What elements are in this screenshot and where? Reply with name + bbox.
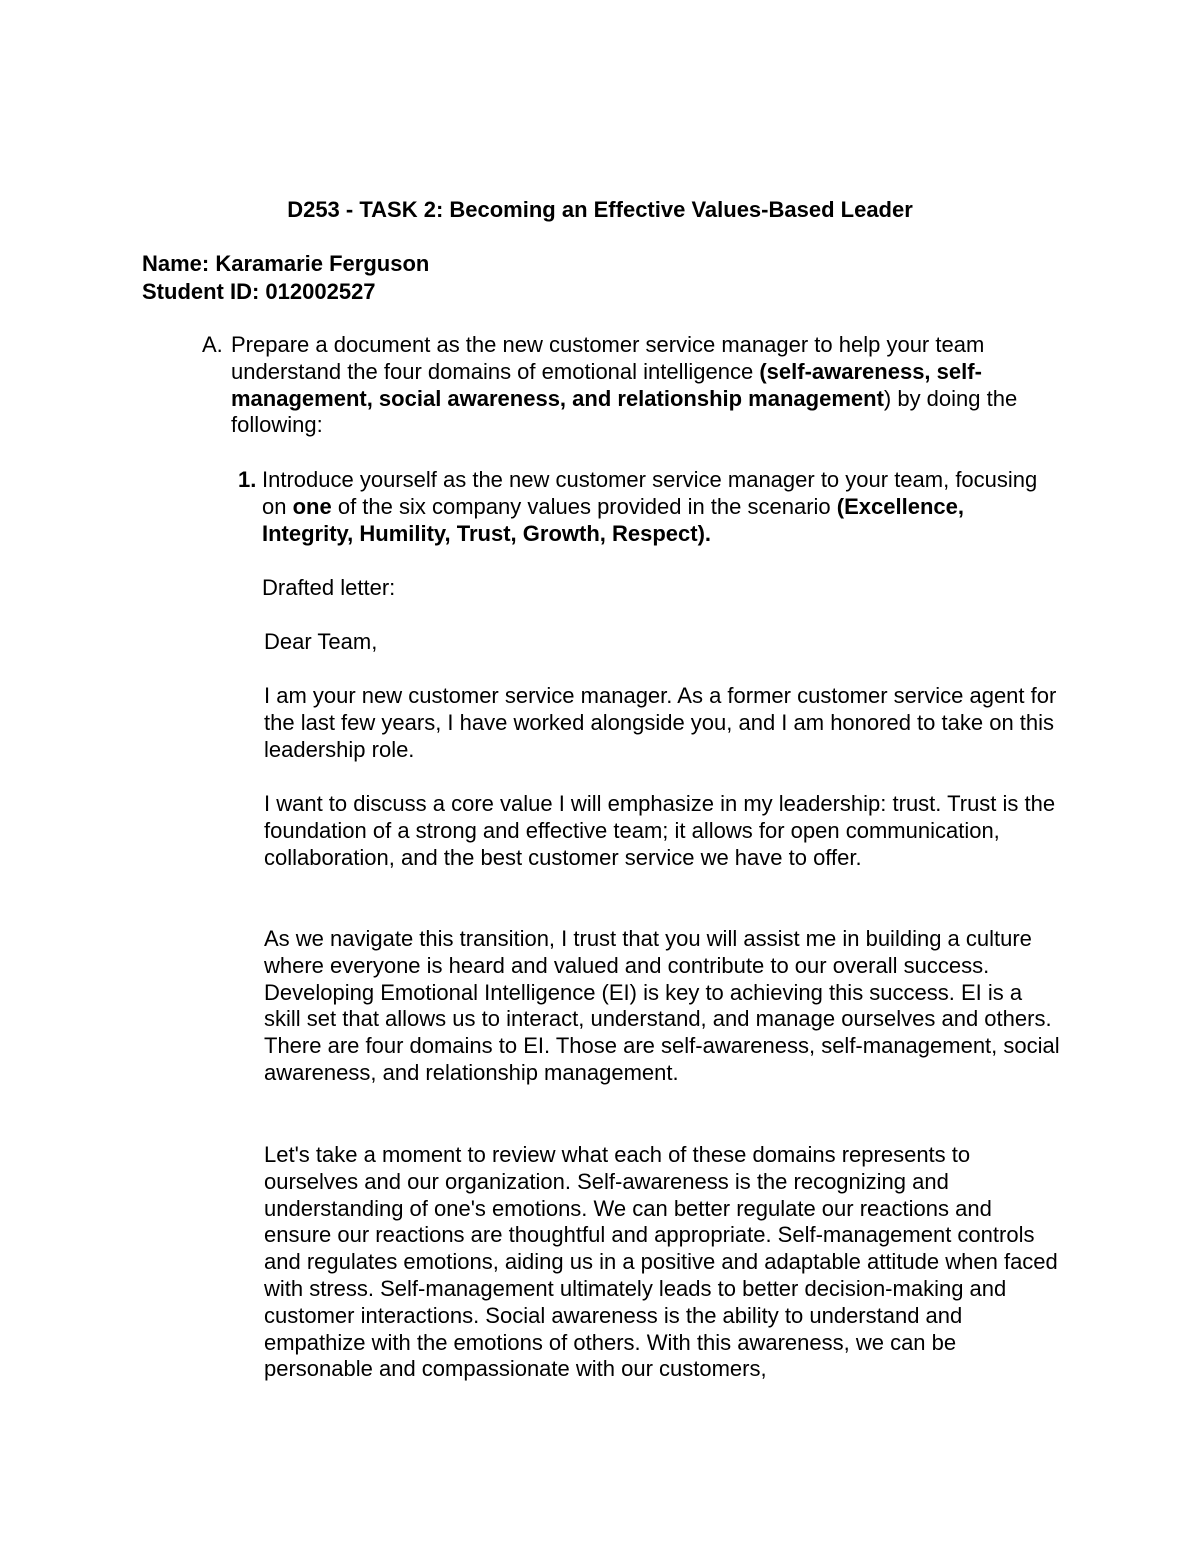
- letter-salutation: Dear Team,: [264, 629, 378, 654]
- document-title: D253 - TASK 2: Becoming an Effective Values-Based Leader: [287, 197, 913, 222]
- section-a-text: [231, 332, 1051, 439]
- section-a-marker: A.: [202, 332, 223, 357]
- student-name: Name: Karamarie Ferguson: [142, 251, 430, 276]
- item-1: [238, 467, 1058, 547]
- letter-paragraph-3: As we navigate this transition, I trust that you will assist me in building a culture where everyone is heard and valued and contribute to our overall success. Developing Emotional Intelligence (EI) is key to achieving this success. EI is a skill set that allows us to interact, understand, and manage ourselves and others. There are four domains to EI. Those are self-awareness, self-management, social awareness, and relationship management.: [264, 926, 1060, 1085]
- section-a: [202, 332, 1082, 439]
- item-1-text-part1: Introduce yourself as the new customer service manager to your team, focusing on: [262, 467, 1038, 519]
- student-id: Student ID: 012002527: [142, 279, 376, 304]
- item-1-marker: 1.: [238, 467, 257, 492]
- section-a-text-part1: Prepare a document as the new customer service manager to help your team understand the four domains of emotional intelligence: [231, 332, 985, 384]
- letter-paragraph-2: I want to discuss a core value I will emphasize in my leadership: trust. Trust is the foundation of a strong and effective team; it allows for open communication, collaboration, and the best customer service we have to offer.: [264, 791, 1056, 870]
- item-1-one-bold: one: [292, 493, 332, 519]
- section-a-text-part2: ) by doing the following:: [231, 385, 1018, 438]
- item-1-text: [262, 467, 1052, 547]
- letter-paragraph-1: I am your new customer service manager. As a former customer service agent for the last few years, I have worked alongside you, and I am honored to take on this leadership role.: [264, 683, 1057, 762]
- item-1-values-bold: (Excellence, Integrity, Humility, Trust, Growth, Respect).: [262, 493, 964, 546]
- letter-paragraph-4: Let's take a moment to review what each of these domains represents to ourselves and our organization. Self-awareness is the recognizing and understanding of one's emotions. We can better regulate our reactions and ensure our reactions are thoughtful and appropriate. Self-management controls and regulates emotions, aiding us in a positive and adaptable attitude when faced with stress. Self-management ultimately leads to better decision-making and customer interactions. Social awareness is the ability to understand and empathize with the emotions of others. With this awareness, we can be personable and compassionate with our customers,: [264, 1142, 1058, 1382]
- drafted-letter-label: Drafted letter:: [262, 575, 396, 600]
- item-1-text-part2: of the six company values provided in the scenario: [331, 493, 837, 519]
- section-a-domains-bold: (self-awareness, self-management, social awareness, and relationship management: [231, 358, 982, 411]
